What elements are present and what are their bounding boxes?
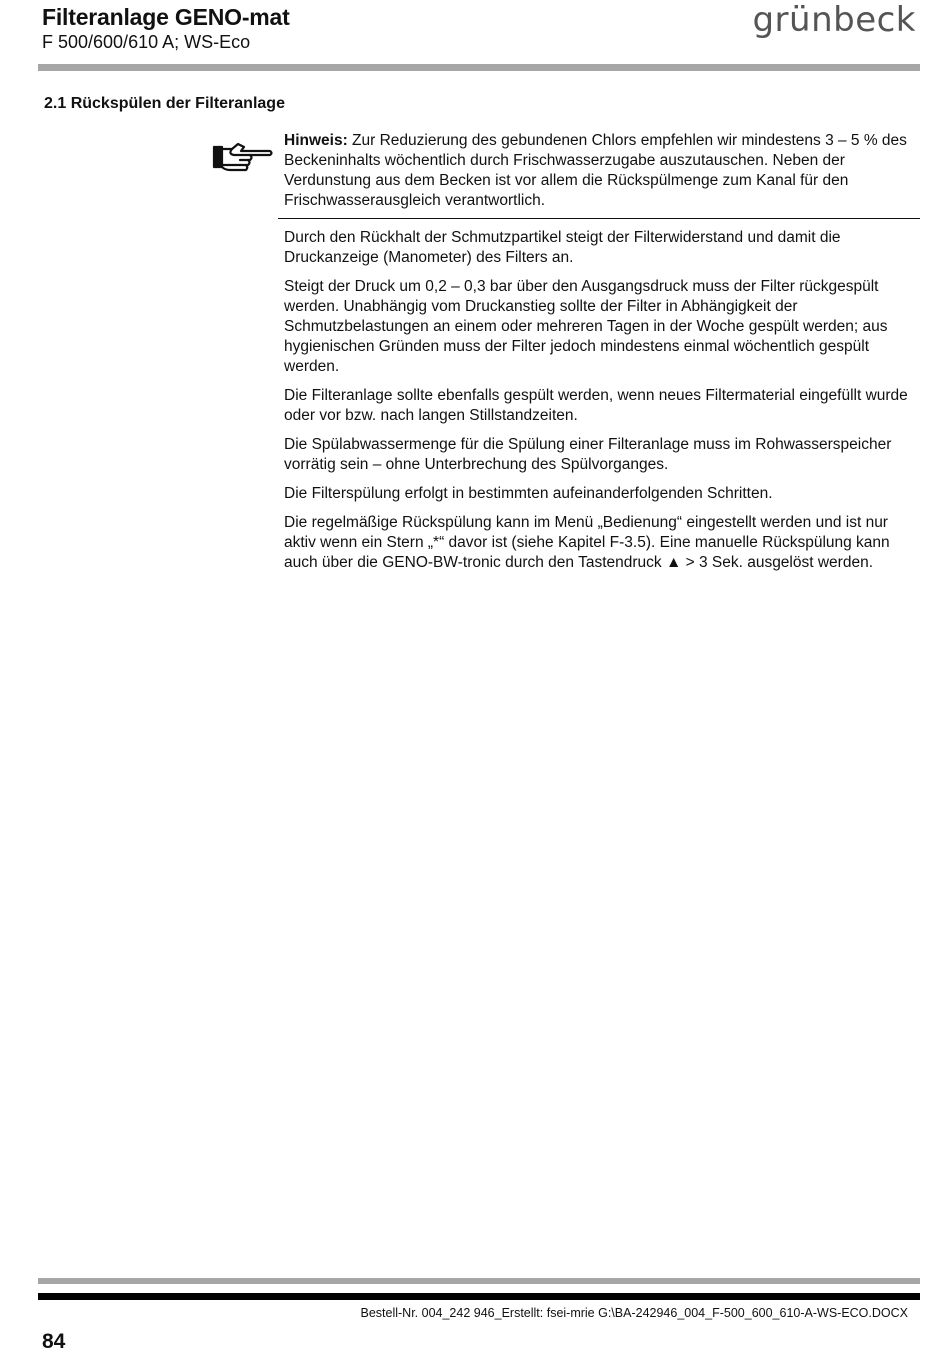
paragraph: Die Filteranlage sollte ebenfalls gespült werden, wenn neues Filtermaterial eingefüllt wurde oder vor bzw. nach langen Stillstandzeiten. (284, 387, 908, 424)
section-heading: 2.1 Rückspülen der Filteranlage (44, 95, 285, 112)
body-text (284, 228, 916, 582)
header-divider (38, 64, 920, 71)
note-label: Hinweis: (284, 132, 348, 149)
document-subtitle: F 500/600/610 A; WS-Eco (42, 32, 251, 52)
footer-divider-thin (38, 1278, 920, 1284)
brand-logo: grünbeck (752, 0, 916, 40)
note-divider (278, 218, 920, 219)
pointing-hand-icon (212, 138, 274, 176)
paragraph: Die regelmäßige Rückspülung kann im Menü „Bedienung“ eingestellt werden und ist nur aktiv wenn ein Stern „*“ davor ist (siehe Kapitel F-3.5). Eine manuelle Rückspülung kann auch über die GENO-BW-tronic durch den Tastendruck ▲ > 3 Sek. ausgelöst werden. (284, 514, 890, 571)
paragraph: Steigt der Druck um 0,2 – 0,3 bar über den Ausgangsdruck muss der Filter rückgespült werden. Unabhängig vom Druckanstieg sollte der Filter in Abhängigkeit der Schmutzbelastungen an einem oder mehreren Tagen in der Woche gespült werden; aus hygienischen Gründen muss der Filter jedoch mindestens einmal wöchentlich gespült werden. (284, 278, 888, 375)
paragraph: Durch den Rückhalt der Schmutzpartikel steigt der Filterwiderstand und damit die Druckanzeige (Manometer) des Filters an. (284, 229, 841, 266)
page-number: 84 (42, 1330, 66, 1353)
paragraph: Die Spülabwassermenge für die Spülung einer Filteranlage muss im Rohwasserspeicher vorrätig sein – ohne Unterbrechung des Spülvorganges. (284, 436, 892, 473)
footer-divider-thick (38, 1293, 920, 1300)
document-title: Filteranlage GENO-mat (42, 4, 290, 30)
order-info: Bestell-Nr. 004_242 946_Erstellt: fsei-mrie G:\BA-242946_004_F-500_600_610-A-WS-ECO.DOCX (360, 1306, 908, 1320)
note-box (284, 131, 916, 211)
note-text: Zur Reduzierung des gebundenen Chlors empfehlen wir mindestens 3 – 5 % des Beckeninhalts wöchentlich durch Frischwasserzugabe auszutauschen. Neben der Verdunstung aus dem Becken ist vor allem die Rückspülmenge zum Kanal für den Frischwasserausgleich verantwortlich. (284, 132, 907, 209)
paragraph: Die Filterspülung erfolgt in bestimmten aufeinanderfolgenden Schritten. (284, 485, 773, 502)
